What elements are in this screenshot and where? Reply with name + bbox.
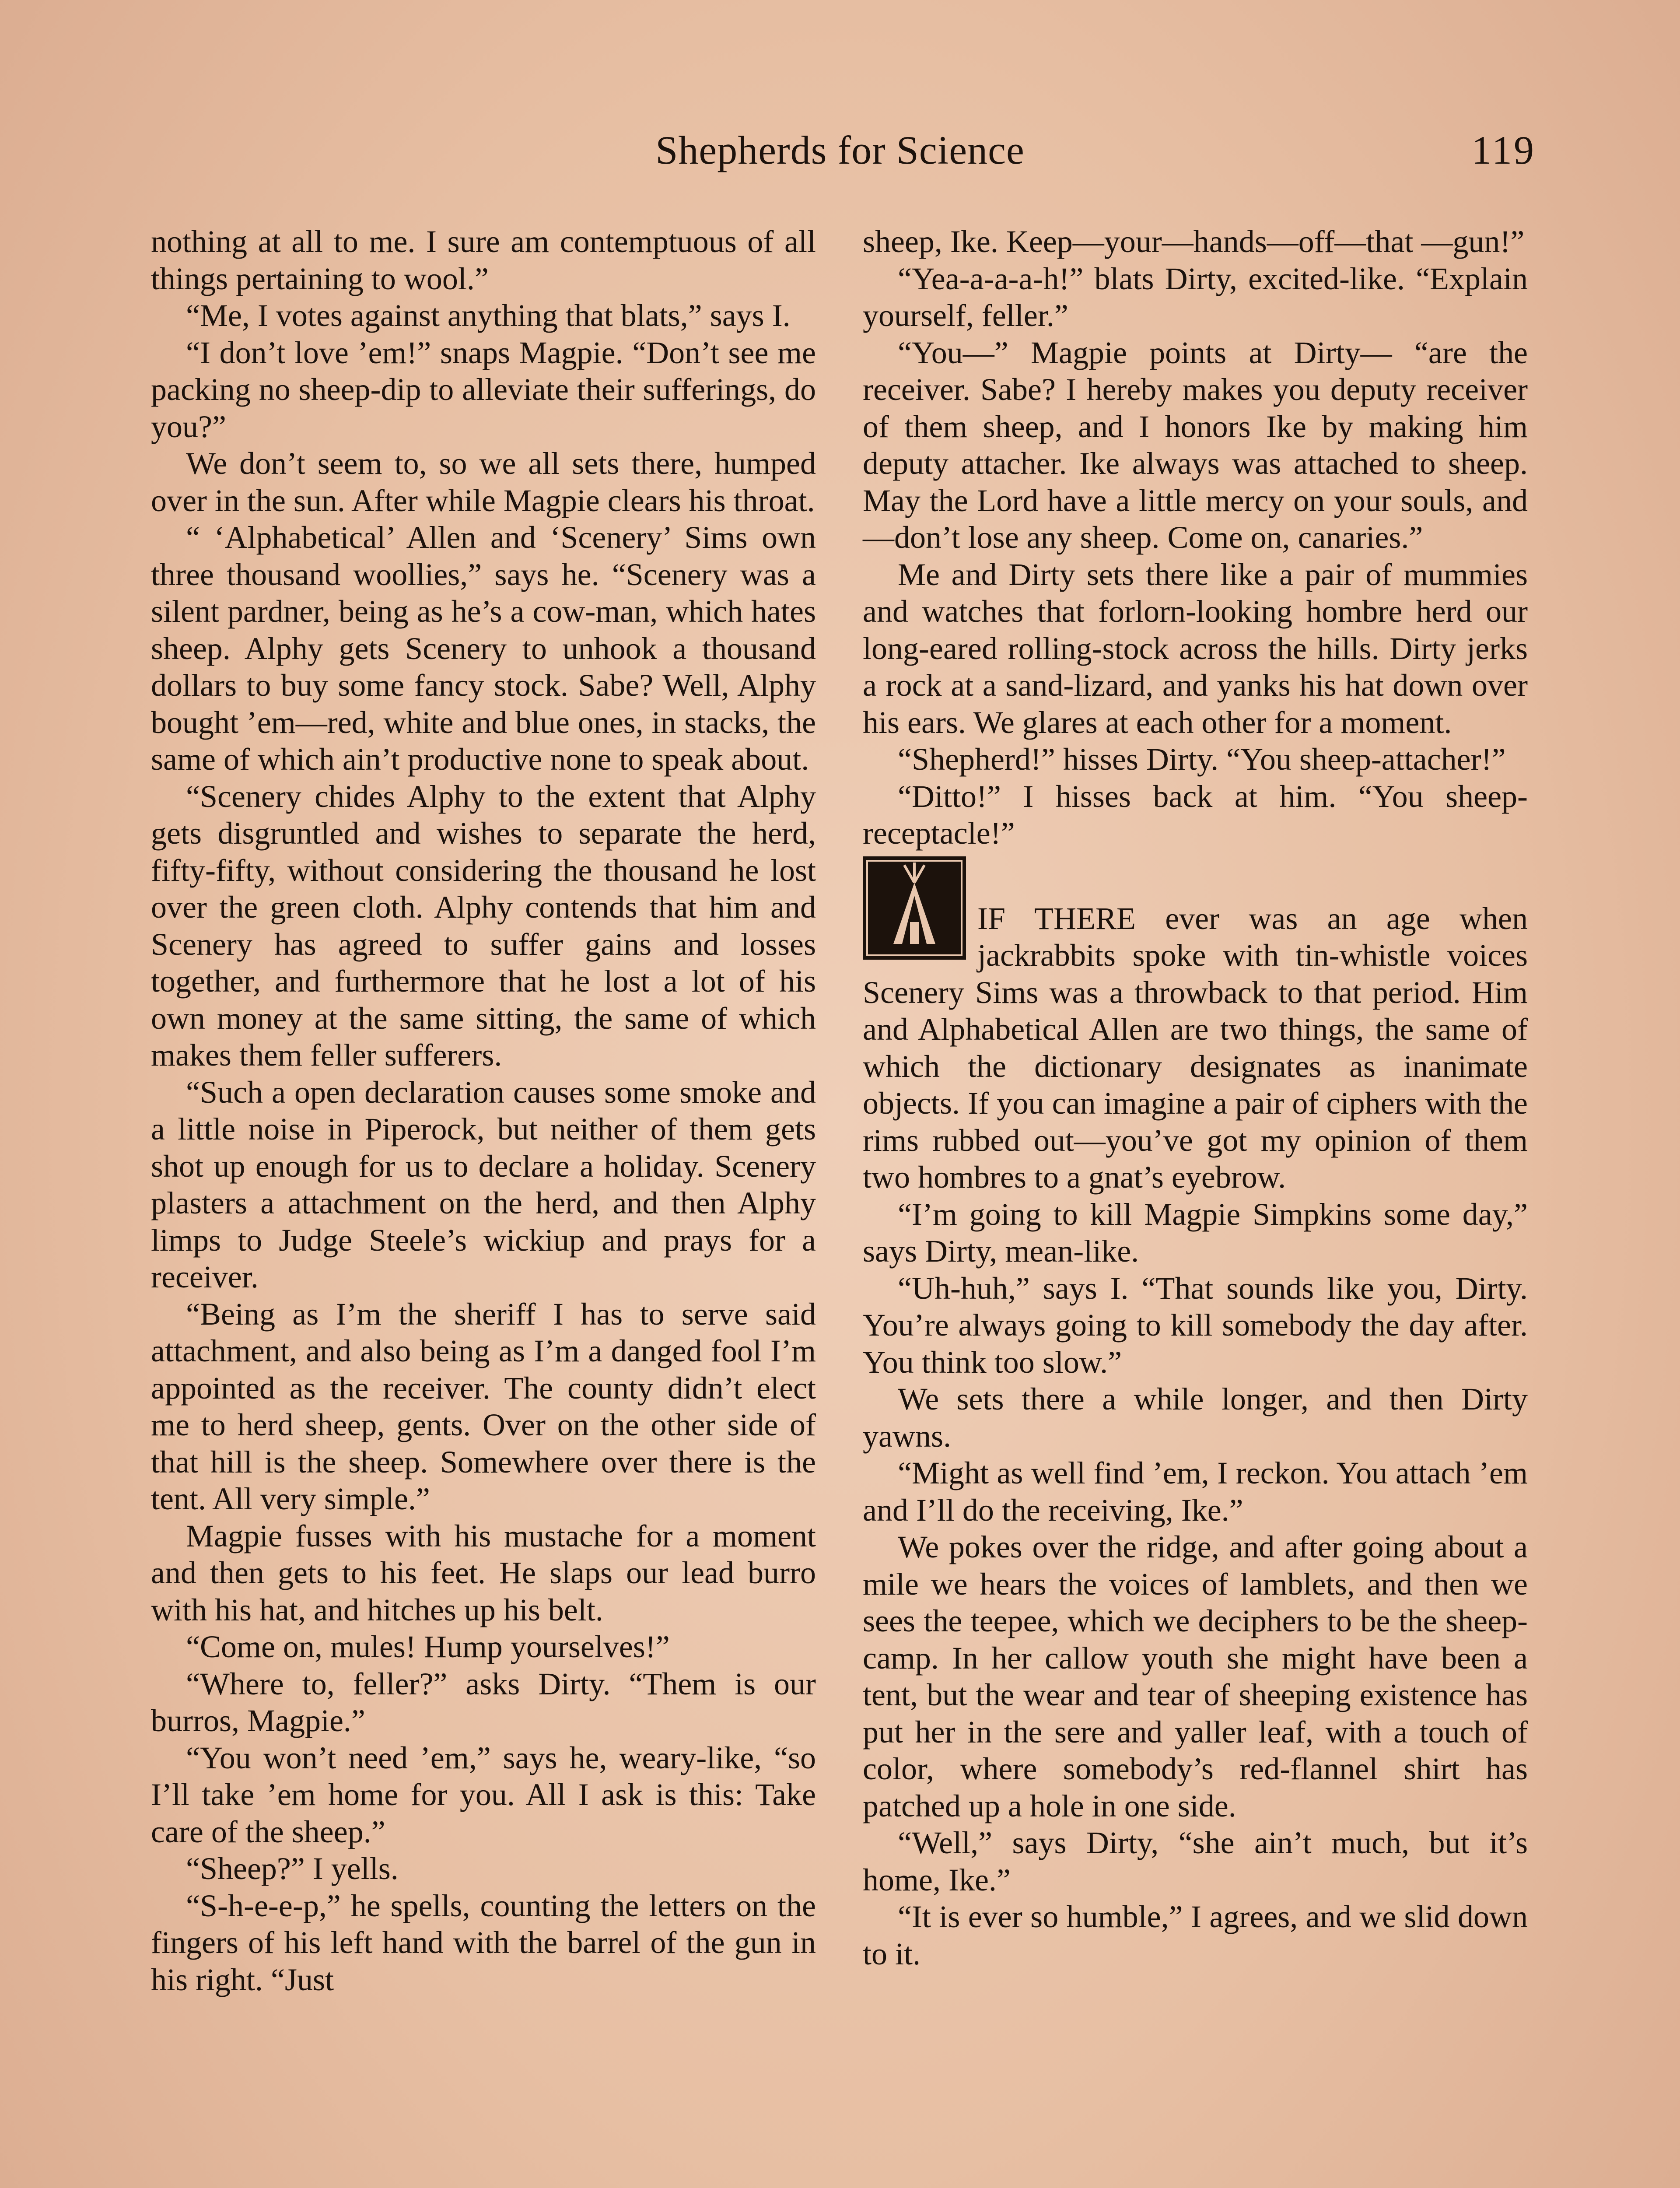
page-title: Shepherds for Science (655, 128, 1025, 172)
paragraph: IF THERE ever was an age when jackrabbits spoke with tin-whistle voices Scenery Sims was a throwback to that period. Him and Alphabetical Allen are two things, the same of which the dictionary designates as inanimate objects. If you can imagine a pair of ciphers with the rims rubbed out—you’ve got my opinion of them two hombres to a gnat’s eyebrow. (863, 901, 1528, 1195)
paragraph: “Being as I’m the sheriff I has to serve said attachment, and also being as I’m a danged fool I’m appointed as the receiver. The county didn’t elect me to herd sheep, gents. Over on the other side of that hill is the sheep. Somewhere over there is the tent. All very simple.” (151, 1296, 816, 1516)
paragraph: “Sheep?” I yells. (186, 1851, 399, 1886)
paragraph: “Come on, mules! Hump yourselves!” (186, 1629, 670, 1664)
paragraph: sheep, Ike. Keep—your—hands—off—that —gun!” (863, 224, 1525, 259)
paragraph: “Shepherd!” hisses Dirty. “You sheep-attacher!” (898, 742, 1506, 777)
left-column (151, 223, 816, 1998)
paragraph: “I’m going to kill Magpie Simpkins some day,” says Dirty, mean-like. (863, 1196, 1528, 1269)
paragraph: “I don’t love ’em!” snaps Magpie. “Don’t see me packing no sheep-dip to alleviate their sufferings, do you?” (151, 335, 816, 444)
paragraph: “You won’t need ’em,” says he, weary-like, “so I’ll take ’em home for you. All I ask is this: Take care of the sheep.” (151, 1740, 816, 1849)
right-column (863, 223, 1528, 1972)
paragraph: We don’t seem to, so we all sets there, humped over in the sun. After while Magpie clears his throat. (151, 446, 816, 518)
paragraph: We pokes over the ridge, and after going about a mile we hears the voices of lamblets, and then we sees the teepee, which we deciphers to be the sheep-camp. In her callow youth she might have been a tent, but the wear and tear of sheeping existence has put her in the sere and yaller leaf, with a touch of color, where somebody’s red-flannel shirt has patched up a hole in one side. (863, 1529, 1528, 1823)
page-number: 119 (1471, 128, 1536, 172)
running-head (0, 127, 1680, 184)
paragraph: “It is ever so humble,” I agrees, and we slid down to it. (863, 1899, 1528, 1971)
paragraph: We sets there a while longer, and then Dirty yawns. (863, 1382, 1528, 1454)
paragraph: “Yea-a-a-a-h!” blats Dirty, excited-like. “Explain yourself, feller.” (863, 261, 1528, 333)
paragraph: “S-h-e-e-p,” he spells, counting the letters on the fingers of his left hand with the barrel of the gun in his right. “Just (151, 1888, 816, 1997)
decorative-dropcap-icon (863, 856, 966, 960)
paragraph: Me and Dirty sets there like a pair of mummies and watches that forlorn-looking hombre herd our long-eared rolling-stock across the hills. Dirty jerks a rock at a sand-lizard, and yanks his hat down over his ears. We glares at each other for a moment. (863, 557, 1528, 740)
paragraph: “Such a open declaration causes some smoke and a little noise in Piperock, but neither of them gets shot up enough for us to declare a holiday. Scenery plasters a attachment on the herd, and then Alphy limps to Judge Steele’s wickiup and prays for a receiver. (151, 1074, 816, 1294)
paragraph: “Where to, feller?” asks Dirty. “Them is our burros, Magpie.” (151, 1666, 816, 1738)
paragraph: “ ‘Alphabetical’ Allen and ‘Scenery’ Sims own three thousand woollies,” says he. “Scenery was a silent pardner, being as he’s a cow-man, which hates sheep. Alphy gets Scenery to unhook a thousand dollars to buy some fancy stock. Sabe? Well, Alphy bought ’em—red, white and blue ones, in stacks, the same of which ain’t productive none to speak about. (151, 520, 816, 777)
paragraph: “Scenery chides Alphy to the extent that Alphy gets disgruntled and wishes to separate the herd, fifty-fifty, without considering the thousand he lost over the green cloth. Alphy contends that him and Scenery has agreed to suffer gains and losses together, and furthermore that he lost a lot of his own money at the same sitting, the same of which makes them feller sufferers. (151, 778, 816, 1073)
paragraph: “You—” Magpie points at Dirty— “are the receiver. Sabe? I hereby makes you deputy receiver of them sheep, and I honors Ike by making him deputy attacher. Ike always was attached to sheep. May the Lord have a little mercy on your souls, and—don’t lose any sheep. Come on, canaries.” (863, 335, 1528, 555)
paragraph: “Me, I votes against anything that blats,” says I. (186, 298, 791, 333)
paragraph: “Ditto!” I hisses back at him. “You sheep-receptacle!” (863, 778, 1528, 851)
paragraph: “Might as well find ’em, I reckon. You attach ’em and I’ll do the receiving, Ike.” (863, 1455, 1528, 1528)
paragraph: “Uh-huh,” says I. “That sounds like you, Dirty. You’re always going to kill somebody the day after. You think too slow.” (863, 1270, 1528, 1380)
paragraph: Magpie fusses with his mustache for a moment and then gets to his feet. He slaps our lead burro with his hat, and hitches up his belt. (151, 1518, 816, 1627)
paragraph: “Well,” says Dirty, “she ain’t much, but it’s home, Ike.” (863, 1825, 1528, 1897)
paragraph: nothing at all to me. I sure am contemptuous of all things pertaining to wool.” (151, 224, 816, 296)
